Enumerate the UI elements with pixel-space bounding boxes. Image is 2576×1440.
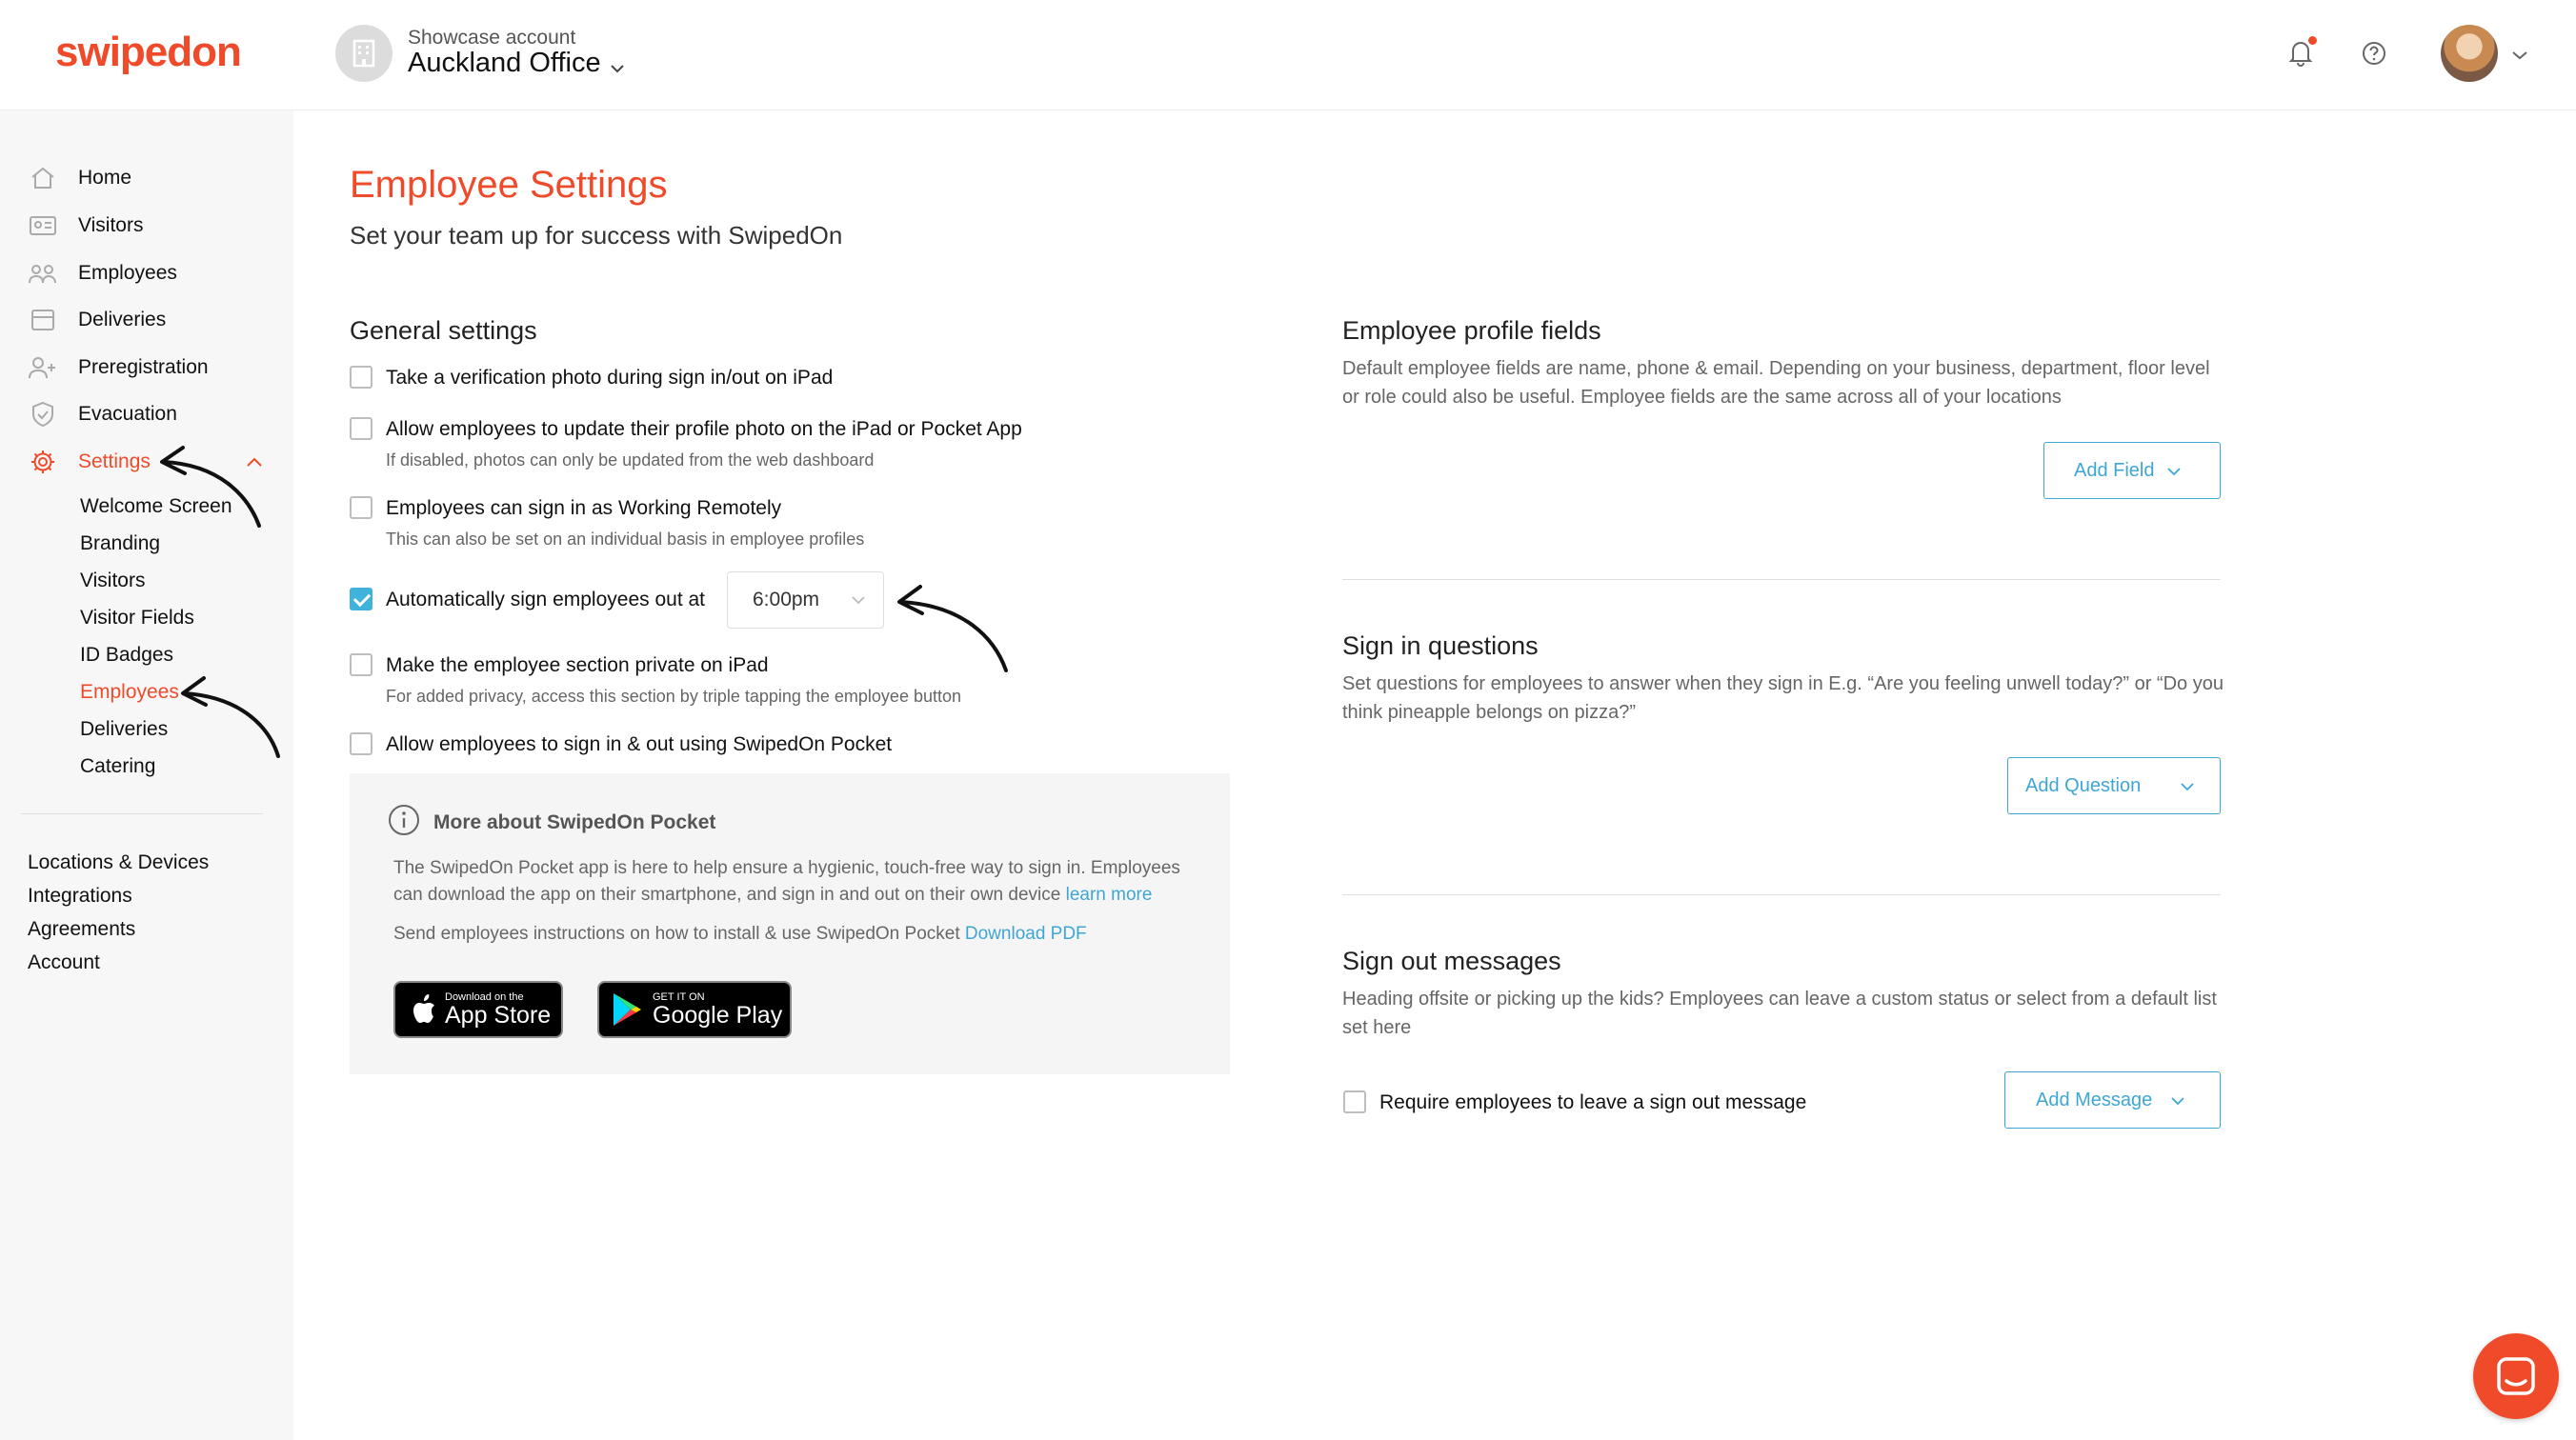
chevron-down-icon[interactable] — [2511, 48, 2528, 65]
verification-photo-checkbox[interactable] — [350, 366, 372, 389]
sidebar-item-evacuation[interactable] — [27, 400, 177, 429]
option-update-profile-photo — [350, 417, 1022, 470]
sidebar-item-home[interactable] — [27, 164, 131, 192]
update-profile-photo-checkbox[interactable] — [350, 417, 372, 440]
add-field-label: Add Field — [2074, 459, 2155, 481]
sidebar-item-label: Evacuation — [78, 403, 177, 425]
shield-icon — [27, 400, 59, 429]
sidebar-item-employees[interactable] — [27, 259, 177, 288]
sidebar-item-locations-devices[interactable]: Locations & Devices — [28, 851, 210, 873]
swipedon-pocket-checkbox[interactable] — [350, 732, 372, 755]
pocket-info-text — [393, 855, 1203, 909]
box-icon — [27, 306, 59, 334]
help-icon[interactable] — [2361, 40, 2387, 71]
apple-icon — [409, 993, 437, 1026]
avatar[interactable] — [2441, 25, 2498, 82]
settings-sub-id-badges[interactable]: ID Badges — [80, 644, 174, 666]
sidebar-item-preregistration[interactable] — [27, 353, 209, 382]
notification-dot — [2308, 36, 2317, 45]
top-bar — [0, 0, 2576, 110]
option-hint: For added privacy, access this section by triple tapping the employee button — [386, 687, 962, 706]
google-play-small-text: GET IT ON — [653, 991, 705, 1003]
google-play-big-text: Google Play — [653, 1002, 783, 1029]
sidebar-item-label: Settings — [78, 450, 151, 472]
page-title: Employee Settings — [350, 164, 668, 206]
sidebar-item-account[interactable]: Account — [28, 951, 100, 973]
option-label: Allow employees to sign in & out using SwipedOn Pocket — [386, 733, 893, 755]
option-verification-photo — [350, 366, 833, 390]
chevron-down-icon[interactable] — [610, 61, 625, 78]
chevron-down-icon — [2170, 1096, 2185, 1106]
sidebar-item-label: Preregistration — [78, 356, 209, 378]
sidebar-item-agreements[interactable]: Agreements — [28, 918, 136, 940]
settings-sub-visitor-fields[interactable]: Visitor Fields — [80, 607, 194, 629]
sidebar-item-settings[interactable] — [27, 448, 151, 476]
option-label: Take a verification photo during sign in/out on iPad — [386, 367, 834, 389]
chat-button[interactable] — [2473, 1333, 2559, 1419]
sign-in-questions-desc: Set questions for employees to answer when they sign in E.g. “Are you feeling unwell today?” or “Do you think pineapple belongs on pizza?” — [1342, 673, 2224, 723]
building-icon[interactable] — [335, 25, 392, 82]
download-pdf-link[interactable]: Download PDF — [964, 924, 1087, 944]
option-auto-sign-out — [350, 588, 705, 612]
auto-sign-out-checkbox[interactable] — [350, 588, 372, 610]
settings-sub-welcome-screen[interactable]: Welcome Screen — [80, 495, 232, 517]
option-label: Employees can sign in as Working Remotely — [386, 497, 782, 519]
account-name[interactable]: Auckland Office — [408, 48, 601, 78]
option-hint: This can also be set on an individual basis in employee profiles — [386, 530, 865, 549]
sidebar-item-label: Home — [78, 167, 132, 189]
add-question-button[interactable] — [2007, 757, 2221, 814]
pocket-instructions-text: Send employees instructions on how to install & use SwipedOn Pocket — [393, 924, 960, 944]
google-play-icon — [611, 991, 643, 1028]
account-subtitle: Showcase account — [408, 27, 576, 49]
add-message-button[interactable] — [2004, 1071, 2221, 1129]
working-remotely-checkbox[interactable] — [350, 496, 372, 519]
app-store-big-text: App Store — [445, 1002, 552, 1029]
settings-sub-employees[interactable]: Employees — [80, 681, 179, 703]
app-store-button[interactable] — [393, 981, 563, 1038]
google-play-button[interactable] — [597, 981, 792, 1038]
pocket-info-box — [350, 773, 1230, 1074]
chevron-down-icon — [2180, 782, 2195, 791]
sidebar-item-deliveries[interactable] — [27, 306, 166, 334]
sidebar-item-visitors[interactable] — [27, 211, 143, 240]
add-field-button[interactable] — [2043, 442, 2221, 499]
pocket-info-body: The SwipedOn Pocket app is here to help ensure a hygienic, touch-free way to sign in. Employees can download the app on their smartphone, and sign in and out on their own device — [393, 858, 1180, 905]
settings-sub-deliveries[interactable]: Deliveries — [80, 718, 169, 740]
sidebar-item-label: Employees — [78, 262, 177, 284]
sign-out-messages-desc: Heading offsite or picking up the kids? Employees can leave a custom status or select from a default list set here — [1342, 989, 2217, 1038]
annotation-arrow — [152, 438, 276, 533]
option-require-sign-out-message — [1343, 1090, 1806, 1115]
app-store-small-text: Download on the — [445, 991, 524, 1003]
profile-fields-title: Employee profile fields — [1342, 316, 1601, 345]
option-label: Automatically sign employees out at — [386, 589, 706, 610]
sign-out-time-select[interactable] — [727, 571, 884, 629]
section-divider — [1342, 579, 2221, 580]
sidebar-item-integrations[interactable]: Integrations — [28, 885, 132, 907]
home-icon — [27, 164, 59, 192]
add-user-icon — [27, 353, 59, 382]
gear-icon — [27, 448, 59, 476]
settings-sub-visitors[interactable]: Visitors — [80, 570, 146, 591]
option-hint: If disabled, photos can only be updated from the web dashboard — [386, 450, 875, 470]
sidebar-divider — [21, 813, 263, 814]
option-label: Require employees to leave a sign out message — [1379, 1091, 1807, 1113]
general-settings-title: General settings — [350, 316, 537, 345]
private-section-checkbox[interactable] — [350, 653, 372, 676]
annotation-arrow — [173, 669, 297, 764]
settings-sub-catering[interactable]: Catering — [80, 755, 156, 777]
learn-more-link[interactable]: learn more — [1065, 885, 1153, 905]
sign-out-messages-title: Sign out messages — [1342, 947, 1561, 975]
chevron-down-icon — [851, 595, 866, 605]
add-message-label: Add Message — [2036, 1089, 2153, 1110]
profile-fields-desc: Default employee fields are name, phone & email. Depending on your business, department, floor level or role could also be useful. Employee fields are the same across all of your locations — [1342, 358, 2210, 408]
settings-sub-branding[interactable]: Branding — [80, 532, 161, 554]
id-card-icon — [27, 211, 59, 240]
sign-in-questions-title: Sign in questions — [1342, 631, 1539, 660]
option-working-remotely — [350, 496, 864, 550]
pocket-info-title: More about SwipedOn Pocket — [433, 811, 716, 833]
annotation-arrow — [888, 571, 1012, 676]
page-subtitle: Set your team up for success with SwipedOn — [350, 221, 843, 250]
swipedon-logo[interactable]: swipedon — [55, 29, 241, 75]
section-divider — [1342, 894, 2221, 895]
option-swipedon-pocket — [350, 732, 892, 757]
info-icon — [388, 804, 420, 842]
sidebar-item-label: Deliveries — [78, 309, 167, 330]
pocket-info-text2 — [393, 924, 1087, 945]
pocket-info-heading — [388, 804, 715, 842]
sidebar-item-label: Visitors — [78, 214, 144, 236]
chat-icon — [2495, 1355, 2537, 1397]
require-sign-out-message-checkbox[interactable] — [1343, 1090, 1366, 1113]
add-question-label: Add Question — [2025, 774, 2142, 796]
option-label: Make the employee section private on iPad — [386, 654, 769, 676]
option-private-section — [350, 653, 961, 707]
option-label: Allow employees to update their profile photo on the iPad or Pocket App — [386, 418, 1022, 440]
people-icon — [27, 259, 59, 288]
sign-out-time-value: 6:00pm — [753, 589, 820, 610]
chevron-down-icon — [2166, 467, 2182, 476]
